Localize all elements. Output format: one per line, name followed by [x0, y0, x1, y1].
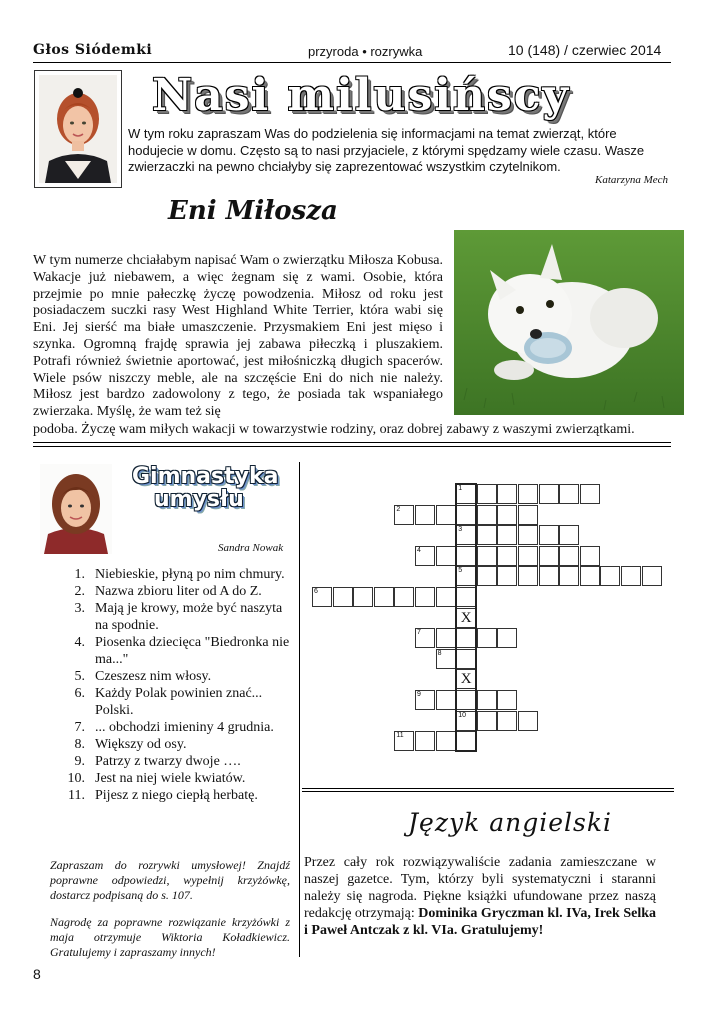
clue-item	[50, 600, 295, 634]
clue-item	[50, 787, 295, 804]
crossword-cell[interactable]	[539, 566, 559, 586]
clue-text: Niebieskie, płyną po nim chmury.	[95, 567, 285, 582]
clue-number: 4.	[74, 635, 85, 650]
girl-portrait-image-2	[40, 464, 112, 554]
crossword-cell[interactable]	[497, 505, 517, 525]
crossword-cell[interactable]	[497, 566, 517, 586]
crossword-cell[interactable]	[394, 587, 414, 607]
crossword-cell[interactable]	[436, 546, 456, 566]
clue-item	[50, 583, 295, 600]
clue-number: 6.	[74, 686, 85, 701]
puzzle-title-line1: Gimnastyka	[132, 464, 279, 489]
clue-text: Piosenka dziecięca "Biedronka nie ma..."	[95, 635, 290, 667]
clue-number: 1.	[74, 567, 85, 582]
crossword-cell[interactable]	[580, 546, 600, 566]
column-divider	[299, 462, 300, 957]
crossword-cell[interactable]	[415, 690, 435, 710]
author-photo-2	[40, 464, 112, 554]
crossword-cell[interactable]	[436, 628, 456, 648]
crossword-cell[interactable]	[497, 484, 517, 504]
girl-portrait-image	[39, 75, 117, 183]
crossword-cell[interactable]	[436, 587, 456, 607]
crossword-solution-cell[interactable]	[456, 546, 476, 566]
clue-number: 11.	[68, 788, 85, 803]
crossword-cell[interactable]	[580, 484, 600, 504]
crossword-rule	[302, 788, 674, 789]
clue-item	[50, 736, 295, 753]
crossword-cell[interactable]	[518, 566, 538, 586]
dog-image	[454, 230, 684, 415]
crossword-solution-cell[interactable]	[456, 566, 476, 586]
clue-number: 9.	[74, 754, 85, 769]
crossword-cell[interactable]	[477, 628, 497, 648]
crossword-solution-cell[interactable]	[456, 484, 476, 504]
crossword-solution-cell[interactable]	[456, 587, 476, 607]
crossword-cell[interactable]	[415, 587, 435, 607]
crossword-cell[interactable]	[436, 649, 456, 669]
crossword-cell[interactable]	[621, 566, 641, 586]
crossword-clue-number: 6	[314, 588, 318, 595]
crossword-cell[interactable]	[436, 505, 456, 525]
crossword-cell[interactable]	[477, 566, 497, 586]
clue-text: Nazwa zbioru liter od A do Z.	[95, 584, 262, 599]
clue-number: 5.	[74, 669, 85, 684]
crossword-cell[interactable]	[580, 566, 600, 586]
crossword-cell[interactable]	[497, 711, 517, 731]
crossword-cell[interactable]	[436, 690, 456, 710]
crossword-cell[interactable]	[518, 525, 538, 545]
clue-text: Każdy Polak powinien znać... Polski.	[95, 686, 263, 718]
crossword-cell[interactable]	[497, 525, 517, 545]
crossword-cell[interactable]	[415, 546, 435, 566]
crossword-cell[interactable]	[518, 546, 538, 566]
clue-text: Mają je krowy, może być naszyta na spodnie.	[95, 601, 283, 633]
crossword-cell[interactable]	[642, 566, 662, 586]
crossword-solution-cell[interactable]	[456, 731, 476, 751]
invite-paragraph-2: Nagrodę za poprawne rozwiązanie krzyżówki z maja otrzymuje Wiktoria Koładkiewicz. Gratulujemy i zapraszamy innych!	[50, 915, 290, 959]
section-divider	[33, 442, 671, 443]
crossword-cell[interactable]	[477, 525, 497, 545]
crossword-cell[interactable]	[394, 731, 414, 751]
section-divider-2	[33, 446, 671, 447]
crossword-solution-cell[interactable]	[456, 649, 476, 669]
crossword-clue-number: 7	[417, 629, 421, 637]
clue-number: 3.	[74, 601, 85, 616]
english-body	[304, 854, 656, 939]
crossword-solution-cell[interactable]	[456, 711, 476, 731]
crossword-clue-number: 8	[437, 649, 442, 657]
header-rule	[33, 62, 671, 63]
puzzle-title	[132, 464, 278, 512]
crossword-cell[interactable]	[477, 484, 497, 504]
clue-text: Czeszesz nim włosy.	[95, 669, 212, 684]
author-photo	[39, 75, 117, 183]
clue-text: ... obchodzi imieniny 4 grudnia.	[95, 720, 274, 735]
crossword-cell[interactable]	[600, 566, 620, 586]
crossword-cell[interactable]	[539, 546, 559, 566]
crossword-x-mark: X	[460, 671, 472, 688]
crossword-cell[interactable]	[559, 566, 579, 586]
crossword-cell[interactable]	[394, 505, 414, 525]
crossword-cell[interactable]	[559, 525, 579, 545]
crossword-cell[interactable]	[518, 711, 538, 731]
crossword-clue-number: 2	[396, 505, 401, 513]
clue-item	[50, 770, 295, 787]
clue-number: 7.	[74, 720, 85, 735]
clue-text: Większy od osy.	[95, 737, 187, 752]
crossword-cell[interactable]	[518, 484, 538, 504]
article-last-line: podoba. Życzę wam miłych wakacji w towarzystwie rodziny, oraz dobrej zabawy z waszymi zwierzątkami.	[33, 422, 635, 437]
crossword-cell[interactable]	[436, 731, 456, 751]
crossword-clue-number: 11	[396, 732, 404, 740]
crossword-solution-cell[interactable]	[456, 505, 476, 525]
crossword-cell[interactable]	[477, 546, 497, 566]
issue-info: 10 (148) / czerwiec 2014	[508, 42, 662, 58]
crossword-rule-2	[302, 791, 674, 792]
crossword-cell[interactable]	[312, 587, 332, 607]
puzzle-title-line2: umysłu	[154, 487, 244, 512]
page-number: 8	[33, 966, 41, 982]
clue-item	[50, 719, 295, 736]
crossword-cell[interactable]	[477, 505, 497, 525]
crossword-cell[interactable]	[497, 690, 517, 710]
clue-item	[50, 634, 295, 668]
crossword-solution-cell[interactable]	[456, 669, 476, 689]
author-photo-frame	[34, 70, 122, 188]
clue-number: 10.	[67, 771, 85, 786]
invite-paragraph-1: Zapraszam do rozrywki umysłowej! Znajdź poprawne odpowiedzi, wypełnij krzyżówkę, dostarcz podpisaną do s. 107.	[50, 858, 290, 902]
crossword-clues	[50, 566, 295, 804]
crossword-cell[interactable]	[559, 546, 579, 566]
crossword-solution-cell[interactable]	[456, 690, 476, 710]
crossword-cell[interactable]	[415, 628, 435, 648]
crossword-cell[interactable]	[497, 628, 517, 648]
dog-photo	[454, 230, 684, 415]
section-label: przyroda • rozrywka	[308, 44, 423, 59]
clue-text: Jest na niej wiele kwiatów.	[95, 771, 246, 786]
clue-item	[50, 685, 295, 719]
clue-number: 2.	[74, 584, 85, 599]
puzzle-invitation	[50, 858, 290, 972]
crossword-cell[interactable]	[374, 587, 394, 607]
crossword-cell[interactable]	[518, 505, 538, 525]
crossword-clue-number: 10	[458, 711, 466, 719]
crossword-cell[interactable]	[415, 731, 435, 751]
crossword-clue-number: 4	[417, 546, 421, 554]
crossword-clue-number: 5	[458, 567, 463, 575]
intro-text: W tym roku zapraszam Was do podzielenia się informacjami na temat zwierząt, które hodujecie w domu. Często są to nasi przyjaciele, z którymi spędzamy wiele czasu. Wasze zwierzaczki na pewno chciałyby się zaprezentować wszystkim czytelnikom.	[128, 126, 645, 174]
crossword-solution-cell[interactable]	[456, 628, 476, 648]
article-body: W tym numerze chciałabym napisać Wam o zwierzątku Miłosza Kobusa. Wakacje już niebawem, a więc żegnam się z wami. Osobie, która przejmie po mnie pałeczkę życzę powodzenia. Miłosz od roku jest posiadaczem suczki rasy West Highland White Terrier, która wabi się Eni. Jej sierść ma białe umaszczenie. Przysmakiem Eni jest mięso i szynka. Ogromną frajdę sprawia jej zabawa piłeczką i pluszakiem. Potrafi również świetnie aportować, jest miłośniczką długich spacerów. Wiele psów niszczy meble, ale na szczęście Eni do nich nie należy. Miłosz jest bardzo zadowolony z tego, że posiada tak wspaniałego zwierzaka. Myślę, że wam też się	[33, 253, 443, 420]
clue-text: Pijesz z niego ciepłą herbatę.	[95, 788, 258, 803]
crossword-clue-number: 3	[458, 526, 463, 534]
crossword-cell[interactable]	[333, 587, 353, 607]
article-title: Eni Miłosza	[168, 196, 338, 226]
clue-text: Patrzy z twarzy dwoje ….	[95, 754, 241, 769]
puzzle-author: Sandra Nowak	[218, 542, 284, 554]
crossword-solution-cell[interactable]	[456, 525, 476, 545]
crossword-cell[interactable]	[559, 484, 579, 504]
crossword-cell[interactable]	[477, 690, 497, 710]
crossword-x-mark: X	[460, 609, 472, 626]
intro-author: Katarzyna Mech	[594, 174, 668, 186]
crossword-solution-cell[interactable]	[456, 608, 476, 628]
crossword-cell[interactable]	[539, 525, 559, 545]
crossword-cell[interactable]	[497, 546, 517, 566]
clue-number: 8.	[74, 737, 85, 752]
crossword-clue-number: 1	[458, 485, 463, 492]
english-winners: Dominika Gryczman kl. IVa, Irek Selka i Paweł Antczak z kl. VIa. Gratulujemy!	[304, 906, 656, 938]
crossword-cell[interactable]	[415, 505, 435, 525]
english-title: Język angielski	[408, 808, 612, 837]
english-text: Przez cały rok rozwiązywaliście zadania zamieszczane w naszej gazetce. Tym, którzy byli systematyczni i staranni należy się nagroda. Piękne książki ufundowane przez naszą redakcję otrzymają:	[304, 855, 656, 921]
crossword-clue-number: 9	[417, 691, 421, 698]
clue-item	[50, 668, 295, 685]
newspaper-name: Głos Siódemki	[33, 42, 153, 58]
crossword-cell[interactable]	[539, 484, 559, 504]
crossword-cell[interactable]	[477, 711, 497, 731]
crossword-cell[interactable]	[353, 587, 373, 607]
clue-item	[50, 566, 295, 583]
section-title: Nasi milusińscy	[152, 70, 571, 121]
clue-item	[50, 753, 295, 770]
